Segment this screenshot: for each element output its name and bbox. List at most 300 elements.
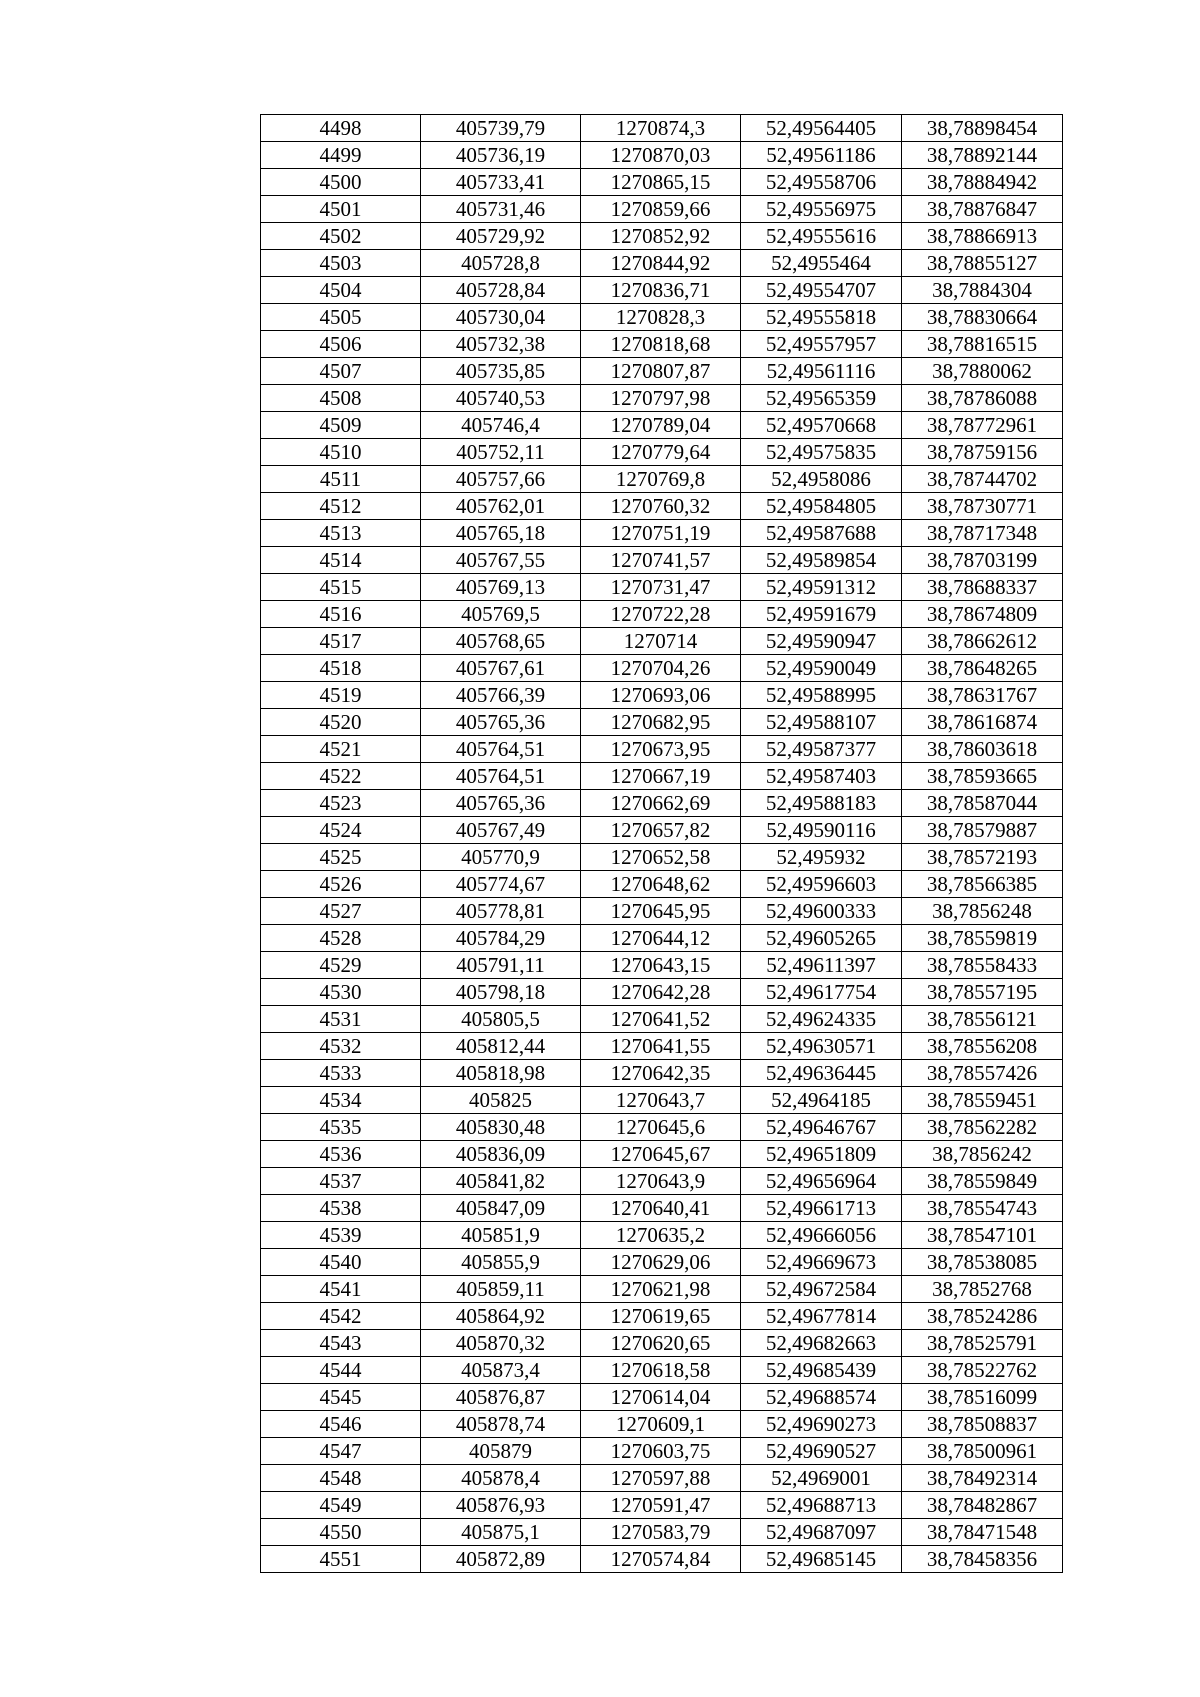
latitude-cell: 52,49636445 bbox=[741, 1060, 902, 1087]
longitude-cell: 38,7852768 bbox=[902, 1276, 1063, 1303]
table-row bbox=[261, 628, 1063, 655]
latitude-cell: 52,49590116 bbox=[741, 817, 902, 844]
table-row bbox=[261, 1546, 1063, 1573]
x-coordinate-cell: 405875,1 bbox=[421, 1519, 581, 1546]
point-number-cell: 4535 bbox=[261, 1114, 421, 1141]
table-row bbox=[261, 1222, 1063, 1249]
point-number-cell: 4527 bbox=[261, 898, 421, 925]
x-coordinate-cell: 405767,49 bbox=[421, 817, 581, 844]
longitude-cell: 38,78730771 bbox=[902, 493, 1063, 520]
latitude-cell: 52,49669673 bbox=[741, 1249, 902, 1276]
x-coordinate-cell: 405729,92 bbox=[421, 223, 581, 250]
latitude-cell: 52,49588183 bbox=[741, 790, 902, 817]
latitude-cell: 52,49565359 bbox=[741, 385, 902, 412]
longitude-cell: 38,78866913 bbox=[902, 223, 1063, 250]
table-row bbox=[261, 817, 1063, 844]
latitude-cell: 52,49561116 bbox=[741, 358, 902, 385]
x-coordinate-cell: 405812,44 bbox=[421, 1033, 581, 1060]
latitude-cell: 52,49672584 bbox=[741, 1276, 902, 1303]
y-coordinate-cell: 1270652,58 bbox=[581, 844, 741, 871]
latitude-cell: 52,49630571 bbox=[741, 1033, 902, 1060]
longitude-cell: 38,78458356 bbox=[902, 1546, 1063, 1573]
point-number-cell: 4529 bbox=[261, 952, 421, 979]
latitude-cell: 52,49587377 bbox=[741, 736, 902, 763]
x-coordinate-cell: 405765,18 bbox=[421, 520, 581, 547]
longitude-cell: 38,78516099 bbox=[902, 1384, 1063, 1411]
y-coordinate-cell: 1270760,32 bbox=[581, 493, 741, 520]
y-coordinate-cell: 1270642,35 bbox=[581, 1060, 741, 1087]
y-coordinate-cell: 1270640,41 bbox=[581, 1195, 741, 1222]
latitude-cell: 52,4955464 bbox=[741, 250, 902, 277]
point-number-cell: 4512 bbox=[261, 493, 421, 520]
table-row bbox=[261, 979, 1063, 1006]
point-number-cell: 4542 bbox=[261, 1303, 421, 1330]
table-row bbox=[261, 277, 1063, 304]
y-coordinate-cell: 1270657,82 bbox=[581, 817, 741, 844]
longitude-cell: 38,78898454 bbox=[902, 115, 1063, 142]
table-row bbox=[261, 439, 1063, 466]
table-row bbox=[261, 1060, 1063, 1087]
table-row bbox=[261, 1033, 1063, 1060]
longitude-cell: 38,7856248 bbox=[902, 898, 1063, 925]
longitude-cell: 38,78525791 bbox=[902, 1330, 1063, 1357]
longitude-cell: 38,78759156 bbox=[902, 439, 1063, 466]
point-number-cell: 4508 bbox=[261, 385, 421, 412]
latitude-cell: 52,49591312 bbox=[741, 574, 902, 601]
y-coordinate-cell: 1270621,98 bbox=[581, 1276, 741, 1303]
longitude-cell: 38,78579887 bbox=[902, 817, 1063, 844]
longitude-cell: 38,78662612 bbox=[902, 628, 1063, 655]
x-coordinate-cell: 405873,4 bbox=[421, 1357, 581, 1384]
y-coordinate-cell: 1270693,06 bbox=[581, 682, 741, 709]
point-number-cell: 4532 bbox=[261, 1033, 421, 1060]
latitude-cell: 52,49688713 bbox=[741, 1492, 902, 1519]
table-row bbox=[261, 1006, 1063, 1033]
y-coordinate-cell: 1270779,64 bbox=[581, 439, 741, 466]
table-row bbox=[261, 115, 1063, 142]
latitude-cell: 52,49666056 bbox=[741, 1222, 902, 1249]
latitude-cell: 52,49688574 bbox=[741, 1384, 902, 1411]
longitude-cell: 38,78587044 bbox=[902, 790, 1063, 817]
point-number-cell: 4526 bbox=[261, 871, 421, 898]
x-coordinate-cell: 405739,79 bbox=[421, 115, 581, 142]
longitude-cell: 38,78559451 bbox=[902, 1087, 1063, 1114]
x-coordinate-cell: 405774,67 bbox=[421, 871, 581, 898]
y-coordinate-cell: 1270828,3 bbox=[581, 304, 741, 331]
x-coordinate-cell: 405765,36 bbox=[421, 790, 581, 817]
x-coordinate-cell: 405878,74 bbox=[421, 1411, 581, 1438]
longitude-cell: 38,78703199 bbox=[902, 547, 1063, 574]
x-coordinate-cell: 405732,38 bbox=[421, 331, 581, 358]
y-coordinate-cell: 1270836,71 bbox=[581, 277, 741, 304]
longitude-cell: 38,78482867 bbox=[902, 1492, 1063, 1519]
latitude-cell: 52,49690527 bbox=[741, 1438, 902, 1465]
latitude-cell: 52,49557957 bbox=[741, 331, 902, 358]
point-number-cell: 4530 bbox=[261, 979, 421, 1006]
table-row bbox=[261, 1276, 1063, 1303]
longitude-cell: 38,78557426 bbox=[902, 1060, 1063, 1087]
longitude-cell: 38,78559849 bbox=[902, 1168, 1063, 1195]
latitude-cell: 52,4964185 bbox=[741, 1087, 902, 1114]
table-row bbox=[261, 1384, 1063, 1411]
y-coordinate-cell: 1270704,26 bbox=[581, 655, 741, 682]
point-number-cell: 4544 bbox=[261, 1357, 421, 1384]
table-row bbox=[261, 1168, 1063, 1195]
y-coordinate-cell: 1270722,28 bbox=[581, 601, 741, 628]
table-row bbox=[261, 412, 1063, 439]
x-coordinate-cell: 405733,41 bbox=[421, 169, 581, 196]
longitude-cell: 38,78471548 bbox=[902, 1519, 1063, 1546]
x-coordinate-cell: 405791,11 bbox=[421, 952, 581, 979]
table-row bbox=[261, 1411, 1063, 1438]
x-coordinate-cell: 405728,84 bbox=[421, 277, 581, 304]
longitude-cell: 38,78717348 bbox=[902, 520, 1063, 547]
y-coordinate-cell: 1270645,95 bbox=[581, 898, 741, 925]
point-number-cell: 4518 bbox=[261, 655, 421, 682]
y-coordinate-cell: 1270648,62 bbox=[581, 871, 741, 898]
y-coordinate-cell: 1270643,15 bbox=[581, 952, 741, 979]
latitude-cell: 52,49587403 bbox=[741, 763, 902, 790]
latitude-cell: 52,49690273 bbox=[741, 1411, 902, 1438]
y-coordinate-cell: 1270583,79 bbox=[581, 1519, 741, 1546]
latitude-cell: 52,49656964 bbox=[741, 1168, 902, 1195]
latitude-cell: 52,49555616 bbox=[741, 223, 902, 250]
longitude-cell: 38,78603618 bbox=[902, 736, 1063, 763]
x-coordinate-cell: 405851,9 bbox=[421, 1222, 581, 1249]
latitude-cell: 52,49600333 bbox=[741, 898, 902, 925]
longitude-cell: 38,78593665 bbox=[902, 763, 1063, 790]
latitude-cell: 52,49555818 bbox=[741, 304, 902, 331]
point-number-cell: 4533 bbox=[261, 1060, 421, 1087]
longitude-cell: 38,78559819 bbox=[902, 925, 1063, 952]
latitude-cell: 52,49596603 bbox=[741, 871, 902, 898]
table-row bbox=[261, 1087, 1063, 1114]
x-coordinate-cell: 405765,36 bbox=[421, 709, 581, 736]
longitude-cell: 38,78772961 bbox=[902, 412, 1063, 439]
y-coordinate-cell: 1270618,58 bbox=[581, 1357, 741, 1384]
x-coordinate-cell: 405830,48 bbox=[421, 1114, 581, 1141]
point-number-cell: 4536 bbox=[261, 1141, 421, 1168]
table-row bbox=[261, 1249, 1063, 1276]
table-row bbox=[261, 250, 1063, 277]
coordinates-table-body bbox=[261, 115, 1063, 1573]
table-row bbox=[261, 1438, 1063, 1465]
point-number-cell: 4502 bbox=[261, 223, 421, 250]
x-coordinate-cell: 405736,19 bbox=[421, 142, 581, 169]
point-number-cell: 4498 bbox=[261, 115, 421, 142]
table-row bbox=[261, 1141, 1063, 1168]
x-coordinate-cell: 405762,01 bbox=[421, 493, 581, 520]
x-coordinate-cell: 405798,18 bbox=[421, 979, 581, 1006]
point-number-cell: 4549 bbox=[261, 1492, 421, 1519]
longitude-cell: 38,7884304 bbox=[902, 277, 1063, 304]
y-coordinate-cell: 1270874,3 bbox=[581, 115, 741, 142]
x-coordinate-cell: 405764,51 bbox=[421, 736, 581, 763]
table-row bbox=[261, 466, 1063, 493]
y-coordinate-cell: 1270741,57 bbox=[581, 547, 741, 574]
longitude-cell: 38,78631767 bbox=[902, 682, 1063, 709]
x-coordinate-cell: 405847,09 bbox=[421, 1195, 581, 1222]
point-number-cell: 4547 bbox=[261, 1438, 421, 1465]
point-number-cell: 4543 bbox=[261, 1330, 421, 1357]
x-coordinate-cell: 405870,32 bbox=[421, 1330, 581, 1357]
latitude-cell: 52,49587688 bbox=[741, 520, 902, 547]
longitude-cell: 38,78522762 bbox=[902, 1357, 1063, 1384]
x-coordinate-cell: 405770,9 bbox=[421, 844, 581, 871]
point-number-cell: 4514 bbox=[261, 547, 421, 574]
longitude-cell: 38,78572193 bbox=[902, 844, 1063, 871]
table-row bbox=[261, 223, 1063, 250]
longitude-cell: 38,78892144 bbox=[902, 142, 1063, 169]
table-row bbox=[261, 844, 1063, 871]
latitude-cell: 52,49617754 bbox=[741, 979, 902, 1006]
point-number-cell: 4511 bbox=[261, 466, 421, 493]
latitude-cell: 52,49591679 bbox=[741, 601, 902, 628]
latitude-cell: 52,49564405 bbox=[741, 115, 902, 142]
point-number-cell: 4503 bbox=[261, 250, 421, 277]
y-coordinate-cell: 1270645,67 bbox=[581, 1141, 741, 1168]
table-row bbox=[261, 763, 1063, 790]
point-number-cell: 4538 bbox=[261, 1195, 421, 1222]
x-coordinate-cell: 405728,8 bbox=[421, 250, 581, 277]
longitude-cell: 38,78556121 bbox=[902, 1006, 1063, 1033]
y-coordinate-cell: 1270641,52 bbox=[581, 1006, 741, 1033]
longitude-cell: 38,78688337 bbox=[902, 574, 1063, 601]
table-row bbox=[261, 682, 1063, 709]
y-coordinate-cell: 1270673,95 bbox=[581, 736, 741, 763]
y-coordinate-cell: 1270641,55 bbox=[581, 1033, 741, 1060]
longitude-cell: 38,78876847 bbox=[902, 196, 1063, 223]
point-number-cell: 4539 bbox=[261, 1222, 421, 1249]
x-coordinate-cell: 405876,87 bbox=[421, 1384, 581, 1411]
y-coordinate-cell: 1270620,65 bbox=[581, 1330, 741, 1357]
x-coordinate-cell: 405746,4 bbox=[421, 412, 581, 439]
point-number-cell: 4519 bbox=[261, 682, 421, 709]
point-number-cell: 4505 bbox=[261, 304, 421, 331]
latitude-cell: 52,49589854 bbox=[741, 547, 902, 574]
table-row bbox=[261, 196, 1063, 223]
point-number-cell: 4551 bbox=[261, 1546, 421, 1573]
coordinates-table bbox=[260, 114, 1063, 1573]
table-row bbox=[261, 1303, 1063, 1330]
y-coordinate-cell: 1270574,84 bbox=[581, 1546, 741, 1573]
table-row bbox=[261, 169, 1063, 196]
x-coordinate-cell: 405864,92 bbox=[421, 1303, 581, 1330]
table-row bbox=[261, 709, 1063, 736]
x-coordinate-cell: 405764,51 bbox=[421, 763, 581, 790]
table-row bbox=[261, 1519, 1063, 1546]
x-coordinate-cell: 405769,5 bbox=[421, 601, 581, 628]
longitude-cell: 38,78786088 bbox=[902, 385, 1063, 412]
x-coordinate-cell: 405766,39 bbox=[421, 682, 581, 709]
latitude-cell: 52,49556975 bbox=[741, 196, 902, 223]
latitude-cell: 52,49561186 bbox=[741, 142, 902, 169]
point-number-cell: 4517 bbox=[261, 628, 421, 655]
point-number-cell: 4501 bbox=[261, 196, 421, 223]
table-row bbox=[261, 1357, 1063, 1384]
point-number-cell: 4531 bbox=[261, 1006, 421, 1033]
latitude-cell: 52,49554707 bbox=[741, 277, 902, 304]
point-number-cell: 4540 bbox=[261, 1249, 421, 1276]
table-row bbox=[261, 142, 1063, 169]
latitude-cell: 52,4958086 bbox=[741, 466, 902, 493]
y-coordinate-cell: 1270591,47 bbox=[581, 1492, 741, 1519]
x-coordinate-cell: 405767,55 bbox=[421, 547, 581, 574]
x-coordinate-cell: 405731,46 bbox=[421, 196, 581, 223]
latitude-cell: 52,49687097 bbox=[741, 1519, 902, 1546]
point-number-cell: 4506 bbox=[261, 331, 421, 358]
x-coordinate-cell: 405825 bbox=[421, 1087, 581, 1114]
latitude-cell: 52,49682663 bbox=[741, 1330, 902, 1357]
latitude-cell: 52,49588107 bbox=[741, 709, 902, 736]
latitude-cell: 52,49661713 bbox=[741, 1195, 902, 1222]
y-coordinate-cell: 1270859,66 bbox=[581, 196, 741, 223]
latitude-cell: 52,49590049 bbox=[741, 655, 902, 682]
x-coordinate-cell: 405818,98 bbox=[421, 1060, 581, 1087]
x-coordinate-cell: 405740,53 bbox=[421, 385, 581, 412]
point-number-cell: 4524 bbox=[261, 817, 421, 844]
latitude-cell: 52,49588995 bbox=[741, 682, 902, 709]
longitude-cell: 38,78556208 bbox=[902, 1033, 1063, 1060]
point-number-cell: 4513 bbox=[261, 520, 421, 547]
table-row bbox=[261, 520, 1063, 547]
table-row bbox=[261, 574, 1063, 601]
x-coordinate-cell: 405805,5 bbox=[421, 1006, 581, 1033]
y-coordinate-cell: 1270667,19 bbox=[581, 763, 741, 790]
y-coordinate-cell: 1270645,6 bbox=[581, 1114, 741, 1141]
x-coordinate-cell: 405757,66 bbox=[421, 466, 581, 493]
table-row bbox=[261, 358, 1063, 385]
y-coordinate-cell: 1270643,9 bbox=[581, 1168, 741, 1195]
longitude-cell: 38,78508837 bbox=[902, 1411, 1063, 1438]
y-coordinate-cell: 1270807,87 bbox=[581, 358, 741, 385]
longitude-cell: 38,78616874 bbox=[902, 709, 1063, 736]
point-number-cell: 4509 bbox=[261, 412, 421, 439]
longitude-cell: 38,78524286 bbox=[902, 1303, 1063, 1330]
y-coordinate-cell: 1270818,68 bbox=[581, 331, 741, 358]
table-row bbox=[261, 1465, 1063, 1492]
longitude-cell: 38,78547101 bbox=[902, 1222, 1063, 1249]
point-number-cell: 4534 bbox=[261, 1087, 421, 1114]
table-row bbox=[261, 547, 1063, 574]
longitude-cell: 38,78558433 bbox=[902, 952, 1063, 979]
longitude-cell: 38,78566385 bbox=[902, 871, 1063, 898]
table-row bbox=[261, 304, 1063, 331]
longitude-cell: 38,78554743 bbox=[902, 1195, 1063, 1222]
longitude-cell: 38,78674809 bbox=[902, 601, 1063, 628]
y-coordinate-cell: 1270797,98 bbox=[581, 385, 741, 412]
table-row bbox=[261, 898, 1063, 925]
latitude-cell: 52,495932 bbox=[741, 844, 902, 871]
point-number-cell: 4516 bbox=[261, 601, 421, 628]
table-row bbox=[261, 331, 1063, 358]
point-number-cell: 4520 bbox=[261, 709, 421, 736]
longitude-cell: 38,7880062 bbox=[902, 358, 1063, 385]
latitude-cell: 52,49685145 bbox=[741, 1546, 902, 1573]
x-coordinate-cell: 405876,93 bbox=[421, 1492, 581, 1519]
table-row bbox=[261, 655, 1063, 682]
x-coordinate-cell: 405859,11 bbox=[421, 1276, 581, 1303]
y-coordinate-cell: 1270751,19 bbox=[581, 520, 741, 547]
y-coordinate-cell: 1270597,88 bbox=[581, 1465, 741, 1492]
x-coordinate-cell: 405836,09 bbox=[421, 1141, 581, 1168]
latitude-cell: 52,49605265 bbox=[741, 925, 902, 952]
table-row bbox=[261, 493, 1063, 520]
y-coordinate-cell: 1270629,06 bbox=[581, 1249, 741, 1276]
y-coordinate-cell: 1270603,75 bbox=[581, 1438, 741, 1465]
table-row bbox=[261, 952, 1063, 979]
x-coordinate-cell: 405841,82 bbox=[421, 1168, 581, 1195]
x-coordinate-cell: 405769,13 bbox=[421, 574, 581, 601]
point-number-cell: 4541 bbox=[261, 1276, 421, 1303]
x-coordinate-cell: 405730,04 bbox=[421, 304, 581, 331]
table-row bbox=[261, 1195, 1063, 1222]
point-number-cell: 4523 bbox=[261, 790, 421, 817]
y-coordinate-cell: 1270635,2 bbox=[581, 1222, 741, 1249]
y-coordinate-cell: 1270769,8 bbox=[581, 466, 741, 493]
x-coordinate-cell: 405768,65 bbox=[421, 628, 581, 655]
y-coordinate-cell: 1270644,12 bbox=[581, 925, 741, 952]
point-number-cell: 4548 bbox=[261, 1465, 421, 1492]
longitude-cell: 38,78830664 bbox=[902, 304, 1063, 331]
latitude-cell: 52,49558706 bbox=[741, 169, 902, 196]
longitude-cell: 38,78648265 bbox=[902, 655, 1063, 682]
point-number-cell: 4510 bbox=[261, 439, 421, 466]
y-coordinate-cell: 1270870,03 bbox=[581, 142, 741, 169]
x-coordinate-cell: 405878,4 bbox=[421, 1465, 581, 1492]
point-number-cell: 4521 bbox=[261, 736, 421, 763]
latitude-cell: 52,49575835 bbox=[741, 439, 902, 466]
longitude-cell: 38,78855127 bbox=[902, 250, 1063, 277]
point-number-cell: 4515 bbox=[261, 574, 421, 601]
latitude-cell: 52,49677814 bbox=[741, 1303, 902, 1330]
x-coordinate-cell: 405855,9 bbox=[421, 1249, 581, 1276]
y-coordinate-cell: 1270609,1 bbox=[581, 1411, 741, 1438]
table-row bbox=[261, 925, 1063, 952]
latitude-cell: 52,49651809 bbox=[741, 1141, 902, 1168]
y-coordinate-cell: 1270662,69 bbox=[581, 790, 741, 817]
y-coordinate-cell: 1270852,92 bbox=[581, 223, 741, 250]
longitude-cell: 38,78562282 bbox=[902, 1114, 1063, 1141]
table-row bbox=[261, 871, 1063, 898]
latitude-cell: 52,49624335 bbox=[741, 1006, 902, 1033]
latitude-cell: 52,49685439 bbox=[741, 1357, 902, 1384]
longitude-cell: 38,78816515 bbox=[902, 331, 1063, 358]
longitude-cell: 38,78538085 bbox=[902, 1249, 1063, 1276]
y-coordinate-cell: 1270789,04 bbox=[581, 412, 741, 439]
longitude-cell: 38,78884942 bbox=[902, 169, 1063, 196]
longitude-cell: 38,7856242 bbox=[902, 1141, 1063, 1168]
x-coordinate-cell: 405778,81 bbox=[421, 898, 581, 925]
point-number-cell: 4500 bbox=[261, 169, 421, 196]
table-row bbox=[261, 1330, 1063, 1357]
y-coordinate-cell: 1270714 bbox=[581, 628, 741, 655]
point-number-cell: 4537 bbox=[261, 1168, 421, 1195]
longitude-cell: 38,78557195 bbox=[902, 979, 1063, 1006]
latitude-cell: 52,49646767 bbox=[741, 1114, 902, 1141]
x-coordinate-cell: 405767,61 bbox=[421, 655, 581, 682]
y-coordinate-cell: 1270865,15 bbox=[581, 169, 741, 196]
table-row bbox=[261, 790, 1063, 817]
point-number-cell: 4522 bbox=[261, 763, 421, 790]
y-coordinate-cell: 1270844,92 bbox=[581, 250, 741, 277]
point-number-cell: 4546 bbox=[261, 1411, 421, 1438]
point-number-cell: 4550 bbox=[261, 1519, 421, 1546]
longitude-cell: 38,78492314 bbox=[902, 1465, 1063, 1492]
x-coordinate-cell: 405784,29 bbox=[421, 925, 581, 952]
y-coordinate-cell: 1270614,04 bbox=[581, 1384, 741, 1411]
table-row bbox=[261, 385, 1063, 412]
